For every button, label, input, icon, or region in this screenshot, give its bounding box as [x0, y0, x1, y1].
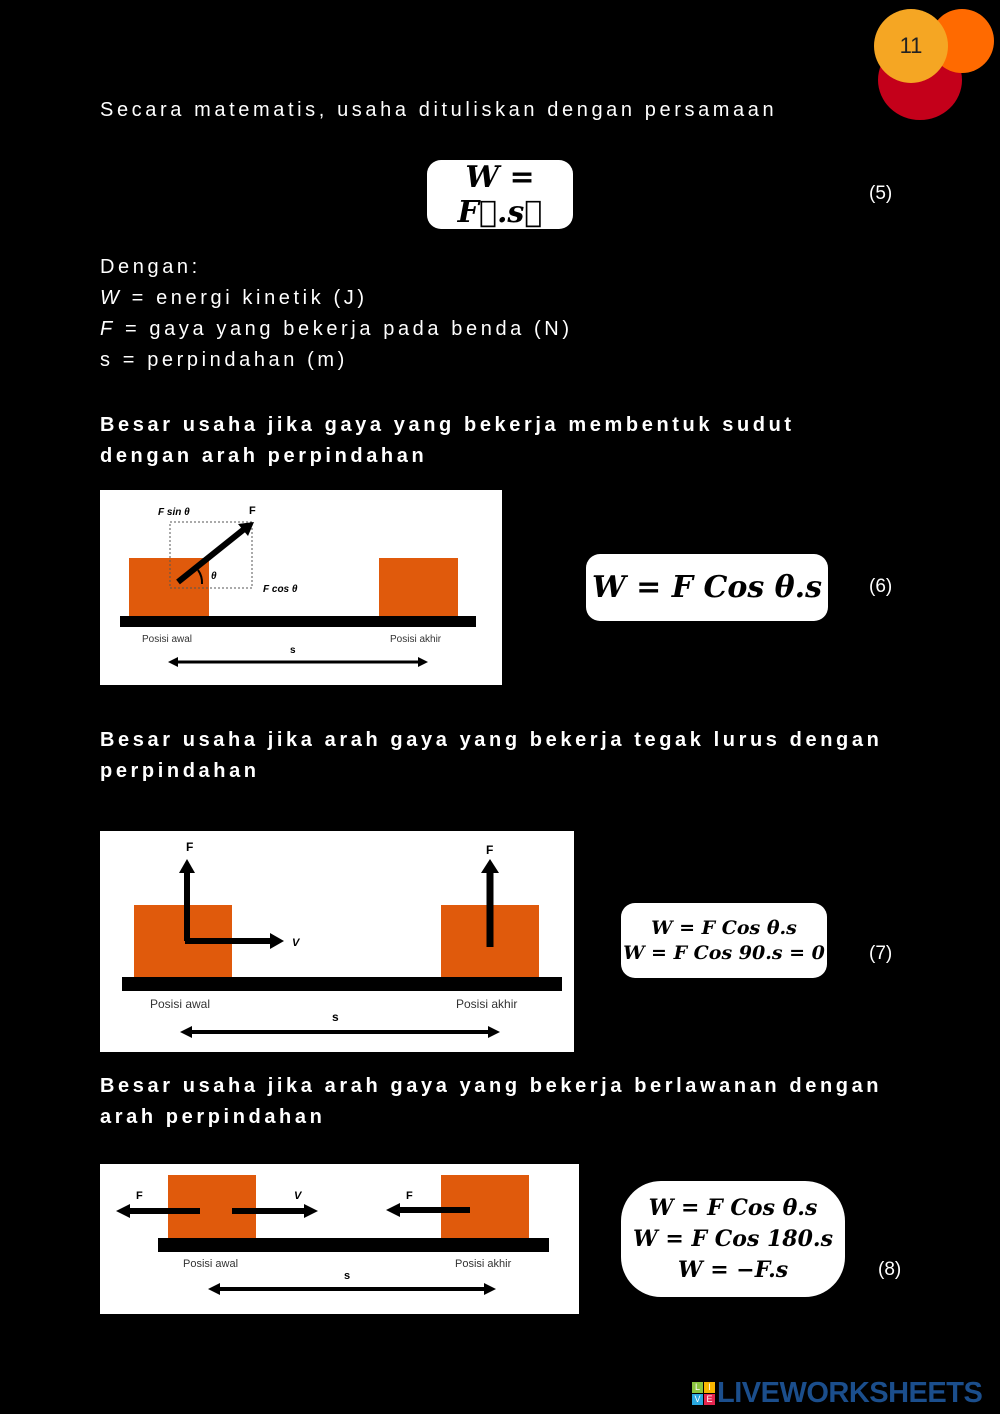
intro-text: Secara matematis, usaha dituliskan dengan persamaan — [100, 99, 778, 121]
equation-7-number: (7) — [869, 943, 893, 964]
svg-text:Posisi awal: Posisi awal — [150, 997, 211, 1011]
angle-force-diagram — [100, 490, 502, 685]
start-label: Posisi awal — [142, 634, 193, 645]
perpendicular-force-diagram — [100, 831, 574, 1052]
end-label: Posisi akhir — [390, 634, 442, 645]
s-label: s — [290, 645, 296, 656]
section3-heading: Besar usaha jika arah gaya yang bekerja berlawanan dengan arah perpindahan — [100, 1075, 883, 1128]
svg-text:s: s — [332, 1010, 339, 1024]
f-sin-label: F sin θ — [158, 507, 190, 518]
svg-text:Posisi akhir: Posisi akhir — [455, 1258, 512, 1270]
theta-label: θ — [211, 571, 217, 582]
definitions-title: Dengan: — [100, 256, 201, 278]
definition-s: s = perpindahan (m) — [100, 349, 348, 371]
logo-icon: L I V E — [692, 1382, 715, 1405]
section2-heading: Besar usaha jika arah gaya yang bekerja tegak lurus dengan perpindahan — [100, 729, 883, 782]
definitions — [100, 252, 573, 376]
svg-text:V: V — [292, 937, 300, 949]
equation-6: W = F Cos θ.s — [586, 554, 828, 621]
svg-text:Posisi awal: Posisi awal — [183, 1258, 239, 1270]
liveworksheets-logo[interactable] — [692, 1377, 982, 1410]
definition-f: F = gaya yang bekerja pada benda (N) — [100, 318, 573, 340]
equation-6-number: (6) — [869, 576, 893, 597]
ground — [120, 616, 476, 627]
equation-8-number: (8) — [878, 1259, 902, 1280]
equation-8-line: W = F Cos θ.s — [648, 1194, 818, 1221]
opposite-force-diagram — [100, 1164, 579, 1314]
equation-8-line: W = F Cos 180.s — [633, 1225, 833, 1252]
equation-5: W = F⃗.s⃗ — [427, 160, 573, 229]
svg-text:Posisi akhir: Posisi akhir — [456, 997, 518, 1011]
logo-text: LIVEWORKSHEETS — [717, 1377, 983, 1409]
svg-text:F: F — [406, 1190, 413, 1202]
end-box — [379, 558, 458, 616]
equation-7-line: W = F Cos θ.s — [651, 916, 797, 939]
equation-8 — [621, 1181, 845, 1297]
equation-7 — [621, 903, 827, 978]
section1-heading: Besar usaha jika gaya yang bekerja membentuk sudut dengan arah perpindahan — [100, 414, 795, 467]
svg-text:F: F — [136, 1190, 143, 1202]
definition-w: W = energi kinetik (J) — [100, 287, 368, 309]
svg-text:V: V — [294, 1190, 302, 1202]
equation-7-line: W = F Cos 90.s = 0 — [623, 941, 825, 964]
svg-text:s: s — [344, 1270, 351, 1282]
f-label: F — [249, 505, 256, 517]
svg-text:F: F — [186, 840, 194, 854]
svg-text:F: F — [486, 843, 494, 857]
f-cos-label: F cos θ — [263, 584, 298, 595]
equation-5-number: (5) — [869, 183, 893, 204]
equation-8-line: W = −F.s — [677, 1256, 789, 1283]
page-number: 11 — [874, 9, 948, 83]
